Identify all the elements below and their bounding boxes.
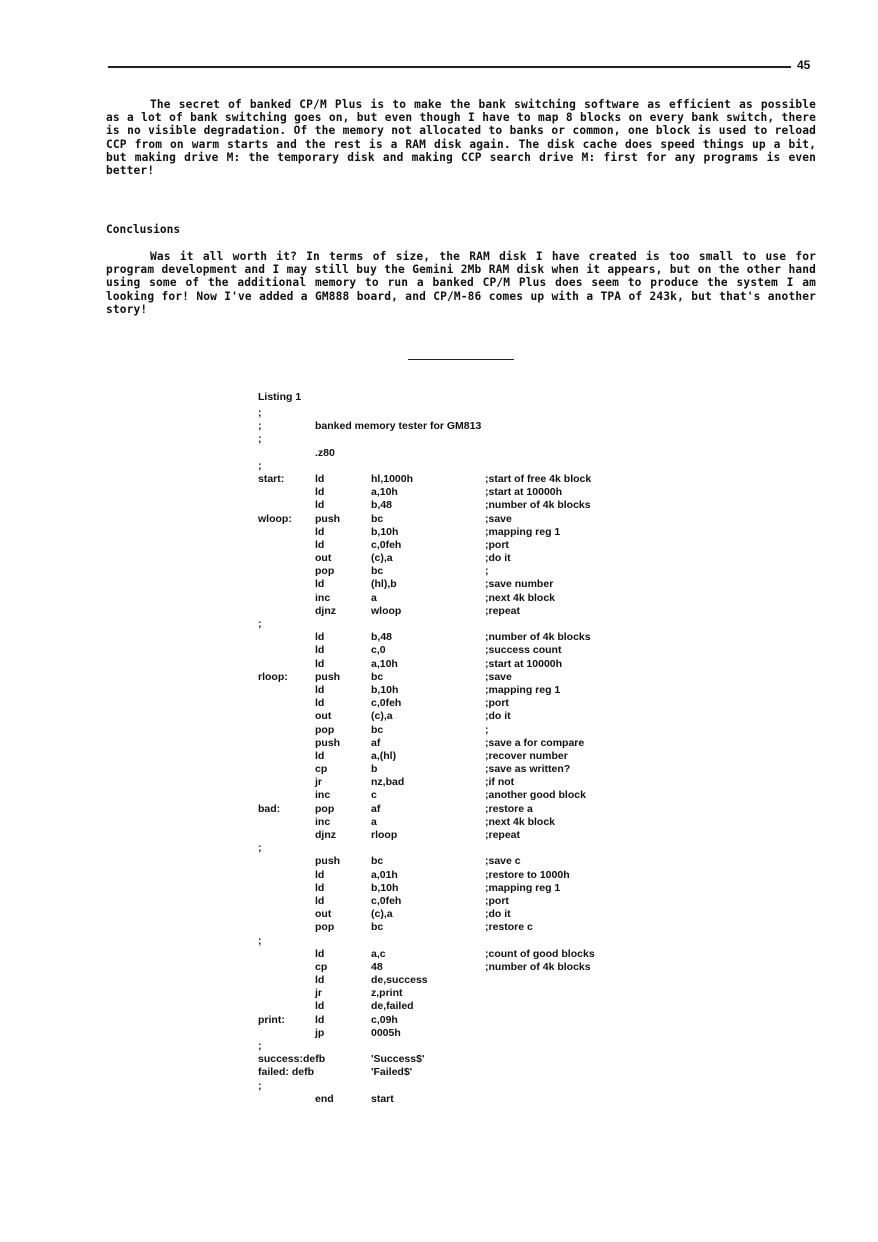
code-comment: ;count of good blocks — [485, 947, 595, 960]
code-line — [258, 684, 678, 697]
code-line — [258, 961, 678, 974]
code-arg: bc — [371, 855, 384, 868]
code-comment: ;restore a — [485, 802, 533, 815]
code-comment: ;do it — [485, 552, 511, 565]
code-label: failed: defb — [258, 1066, 315, 1079]
code-comment: ;number of 4k blocks — [485, 499, 591, 512]
code-arg: a — [371, 591, 377, 604]
code-op: out — [315, 710, 332, 723]
code-comment: ;success count — [485, 644, 562, 657]
code-arg: wloop — [371, 604, 402, 617]
code-op: ld — [315, 644, 325, 657]
code-line — [258, 869, 678, 882]
code-comment: ;recover number — [485, 749, 568, 762]
code-comment: ;restore c — [485, 921, 533, 934]
code-op: jr — [315, 987, 323, 1000]
code-line — [258, 842, 678, 855]
code-arg: (c),a — [371, 552, 393, 565]
code-comment: ;if not — [485, 776, 515, 789]
code-comment: ;save number — [485, 578, 554, 591]
code-arg: 48 — [371, 960, 383, 973]
code-label: ; — [258, 433, 262, 446]
code-arg: c — [371, 789, 377, 802]
code-line — [258, 908, 678, 921]
code-line — [258, 697, 678, 710]
code-arg: hl,1000h — [371, 472, 414, 485]
code-op: ld — [315, 683, 325, 696]
code-comment: ;start at 10000h — [485, 657, 563, 670]
code-listing — [258, 387, 678, 1106]
code-line — [258, 948, 678, 961]
code-line — [258, 658, 678, 671]
code-comment: ;do it — [485, 908, 511, 921]
code-arg: b,10h — [371, 683, 399, 696]
code-arg: c,0feh — [371, 894, 402, 907]
code-comment: ;another good block — [485, 789, 586, 802]
code-line — [258, 763, 678, 776]
code-arg: a — [371, 815, 377, 828]
code-line — [258, 1080, 678, 1093]
code-op: ld — [315, 974, 325, 987]
code-comment: ;save — [485, 512, 512, 525]
code-arg: start — [371, 1092, 394, 1105]
code-comment: ;number of 4k blocks — [485, 631, 591, 644]
code-op: ld — [315, 499, 325, 512]
code-label: ; — [258, 459, 262, 472]
code-op: djnz — [315, 604, 336, 617]
code-line — [258, 987, 678, 1000]
code-arg: de,failed — [371, 1000, 414, 1013]
code-arg: a,01h — [371, 868, 398, 881]
code-label: ; — [258, 934, 262, 947]
code-arg: b,48 — [371, 499, 393, 512]
header-rule — [108, 66, 791, 68]
code-arg: a,c — [371, 947, 386, 960]
code-line — [258, 829, 678, 842]
code-line — [258, 1053, 678, 1066]
code-label: ; — [258, 420, 262, 433]
code-line — [258, 1000, 678, 1013]
code-line — [258, 776, 678, 789]
code-op: out — [315, 908, 332, 921]
code-comment: ;repeat — [485, 604, 521, 617]
code-op: ld — [315, 486, 325, 499]
code-comment: ; — [485, 723, 489, 736]
code-op: push — [315, 512, 341, 525]
code-op: ld — [315, 749, 325, 762]
code-arg: bc — [371, 723, 384, 736]
code-line — [258, 499, 678, 512]
code-op: .z80 — [315, 446, 335, 459]
code-comment: ;mapping reg 1 — [485, 683, 561, 696]
code-line — [258, 420, 678, 433]
code-comment: ;save — [485, 670, 512, 683]
code-comment: ;start at 10000h — [485, 486, 563, 499]
code-arg: z,print — [371, 987, 403, 1000]
code-label: bad: — [258, 802, 281, 815]
code-arg: c,0feh — [371, 697, 402, 710]
code-arg: b,10h — [371, 881, 399, 894]
code-arg: (hl),b — [371, 578, 397, 591]
code-line — [258, 789, 678, 802]
code-line — [258, 644, 678, 657]
code-arg: c,0 — [371, 644, 386, 657]
code-line — [258, 592, 678, 605]
code-arg: bc — [371, 512, 384, 525]
code-comment: ;port — [485, 538, 509, 551]
code-comment: ;port — [485, 697, 509, 710]
code-label: wloop: — [258, 512, 292, 525]
code-comment: ;save a for compare — [485, 736, 585, 749]
code-op: djnz — [315, 829, 336, 841]
code-arg: 0005h — [371, 1026, 401, 1039]
code-line — [258, 486, 678, 499]
code-line — [258, 552, 678, 565]
code-label: success:defb — [258, 1053, 326, 1066]
page-number: 45 — [797, 58, 811, 72]
code-comment: ;save c — [485, 855, 521, 868]
code-arg: bc — [371, 565, 384, 578]
code-line — [258, 407, 678, 420]
code-arg: b,10h — [371, 525, 399, 538]
code-line — [258, 618, 678, 631]
paragraph-conclusions: Was it all worth it? In terms of size, the RAM disk I have created is too small to use for program development and I may still buy the Gemini 2Mb RAM disk when it appears, but on the other hand using some of the additional memory to run a banked CP/M Plus does seem to produce the system I am looking for! Now I've added a GM888 board, and CP/M-86 comes up with a TPA of 243k, but that's another story! — [106, 250, 816, 316]
code-arg: de,success — [371, 974, 428, 987]
code-op: pop — [315, 921, 335, 934]
code-comment: ;next 4k block — [485, 591, 556, 604]
code-label: ; — [258, 842, 262, 855]
code-line — [258, 750, 678, 763]
code-label: start: — [258, 472, 285, 485]
code-arg: c,0feh — [371, 538, 402, 551]
code-line — [258, 855, 678, 868]
code-op: ld — [315, 881, 325, 894]
code-op: pop — [315, 723, 335, 736]
code-label: print: — [258, 1013, 285, 1026]
code-arg: b — [371, 763, 378, 776]
listing-lines — [258, 407, 678, 1106]
code-comment: ;next 4k block — [485, 815, 556, 828]
code-op: inc — [315, 591, 331, 604]
code-comment: ;number of 4k blocks — [485, 960, 591, 973]
code-line — [258, 1040, 678, 1053]
code-comment: ;mapping reg 1 — [485, 881, 561, 894]
code-line — [258, 460, 678, 473]
code-op: inc — [315, 815, 331, 828]
code-arg: af — [371, 736, 381, 749]
code-op: pop — [315, 565, 335, 578]
code-op: inc — [315, 789, 331, 802]
code-line — [258, 816, 678, 829]
code-line — [258, 803, 678, 816]
code-line — [258, 724, 678, 737]
paragraph-banked-cpm: The secret of banked CP/M Plus is to make the bank switching software as efficient as possible as a lot of bank switching goes on, but even though I have to map 8 blocks on every bank switch, there is no visible degradation. Of the memory not allocated to banks or common, one block is used to reload CCP from on warm starts and the rest is a RAM disk again. The disk cache does speed things up a bit, but making drive M: the temporary disk and making CCP search drive M: first for any programs is even better! — [106, 98, 816, 178]
code-op: ld — [315, 472, 325, 485]
code-op: ld — [315, 578, 325, 591]
code-line — [258, 447, 678, 460]
code-line — [258, 737, 678, 750]
code-op: ld — [315, 868, 325, 881]
code-op: push — [315, 670, 341, 683]
code-comment: ;repeat — [485, 829, 521, 841]
code-line — [258, 974, 678, 987]
code-line — [258, 921, 678, 934]
code-arg: 'Failed$' — [371, 1066, 413, 1079]
code-arg: af — [371, 802, 381, 815]
code-op: ld — [315, 525, 325, 538]
code-arg: 'Success$' — [371, 1053, 425, 1066]
code-op: cp — [315, 763, 328, 776]
code-arg: (c),a — [371, 710, 393, 723]
code-line — [258, 710, 678, 723]
code-comment: ;port — [485, 894, 509, 907]
code-op: ld — [315, 631, 325, 644]
code-op: end — [315, 1092, 334, 1105]
code-line — [258, 1027, 678, 1040]
code-line — [258, 1093, 678, 1106]
code-line — [258, 631, 678, 644]
code-label: ; — [258, 618, 262, 630]
code-comment: ; — [485, 565, 489, 578]
code-comment: ;mapping reg 1 — [485, 525, 561, 538]
code-arg: bc — [371, 670, 384, 683]
code-op: jp — [315, 1026, 325, 1039]
code-op: out — [315, 552, 332, 565]
code-line — [258, 895, 678, 908]
code-line — [258, 565, 678, 578]
code-op: ld — [315, 947, 325, 960]
code-op: push — [315, 736, 341, 749]
code-line — [258, 433, 678, 446]
code-line — [258, 671, 678, 684]
code-line — [258, 605, 678, 618]
code-line — [258, 539, 678, 552]
code-label: rloop: — [258, 670, 288, 683]
code-op: cp — [315, 960, 328, 973]
code-line — [258, 578, 678, 591]
code-op: ld — [315, 1013, 325, 1026]
code-op: push — [315, 855, 341, 868]
code-arg: b,48 — [371, 631, 393, 644]
code-op: ld — [315, 538, 325, 551]
code-arg: nz,bad — [371, 776, 405, 789]
code-line — [258, 1066, 678, 1079]
section-divider — [408, 359, 514, 360]
code-arg: a,(hl) — [371, 749, 397, 762]
code-line — [258, 473, 678, 486]
listing-title: Listing 1 — [258, 391, 302, 403]
code-arg: c,09h — [371, 1013, 398, 1026]
code-arg: rloop — [371, 829, 398, 841]
code-comment: ;do it — [485, 710, 511, 723]
code-op: ld — [315, 657, 325, 670]
code-comment: ;start of free 4k block — [485, 472, 592, 485]
code-line — [258, 526, 678, 539]
code-op: jr — [315, 776, 323, 789]
section-heading: Conclusions — [106, 223, 181, 236]
code-line — [258, 513, 678, 526]
code-arg: a,10h — [371, 657, 398, 670]
code-arg: (c),a — [371, 908, 393, 921]
code-label: ; — [258, 1079, 262, 1092]
code-arg: a,10h — [371, 486, 398, 499]
code-label: ; — [258, 407, 262, 419]
code-comment: ;save as written? — [485, 763, 571, 776]
code-op: ld — [315, 894, 325, 907]
code-op: ld — [315, 697, 325, 710]
code-comment: ;restore to 1000h — [485, 868, 570, 881]
code-line — [258, 1014, 678, 1027]
code-label: ; — [258, 1040, 262, 1052]
code-op: banked memory tester for GM813 — [315, 420, 482, 433]
code-line — [258, 882, 678, 895]
code-op: pop — [315, 802, 335, 815]
code-line — [258, 935, 678, 948]
code-op: ld — [315, 1000, 325, 1013]
code-arg: bc — [371, 921, 384, 934]
